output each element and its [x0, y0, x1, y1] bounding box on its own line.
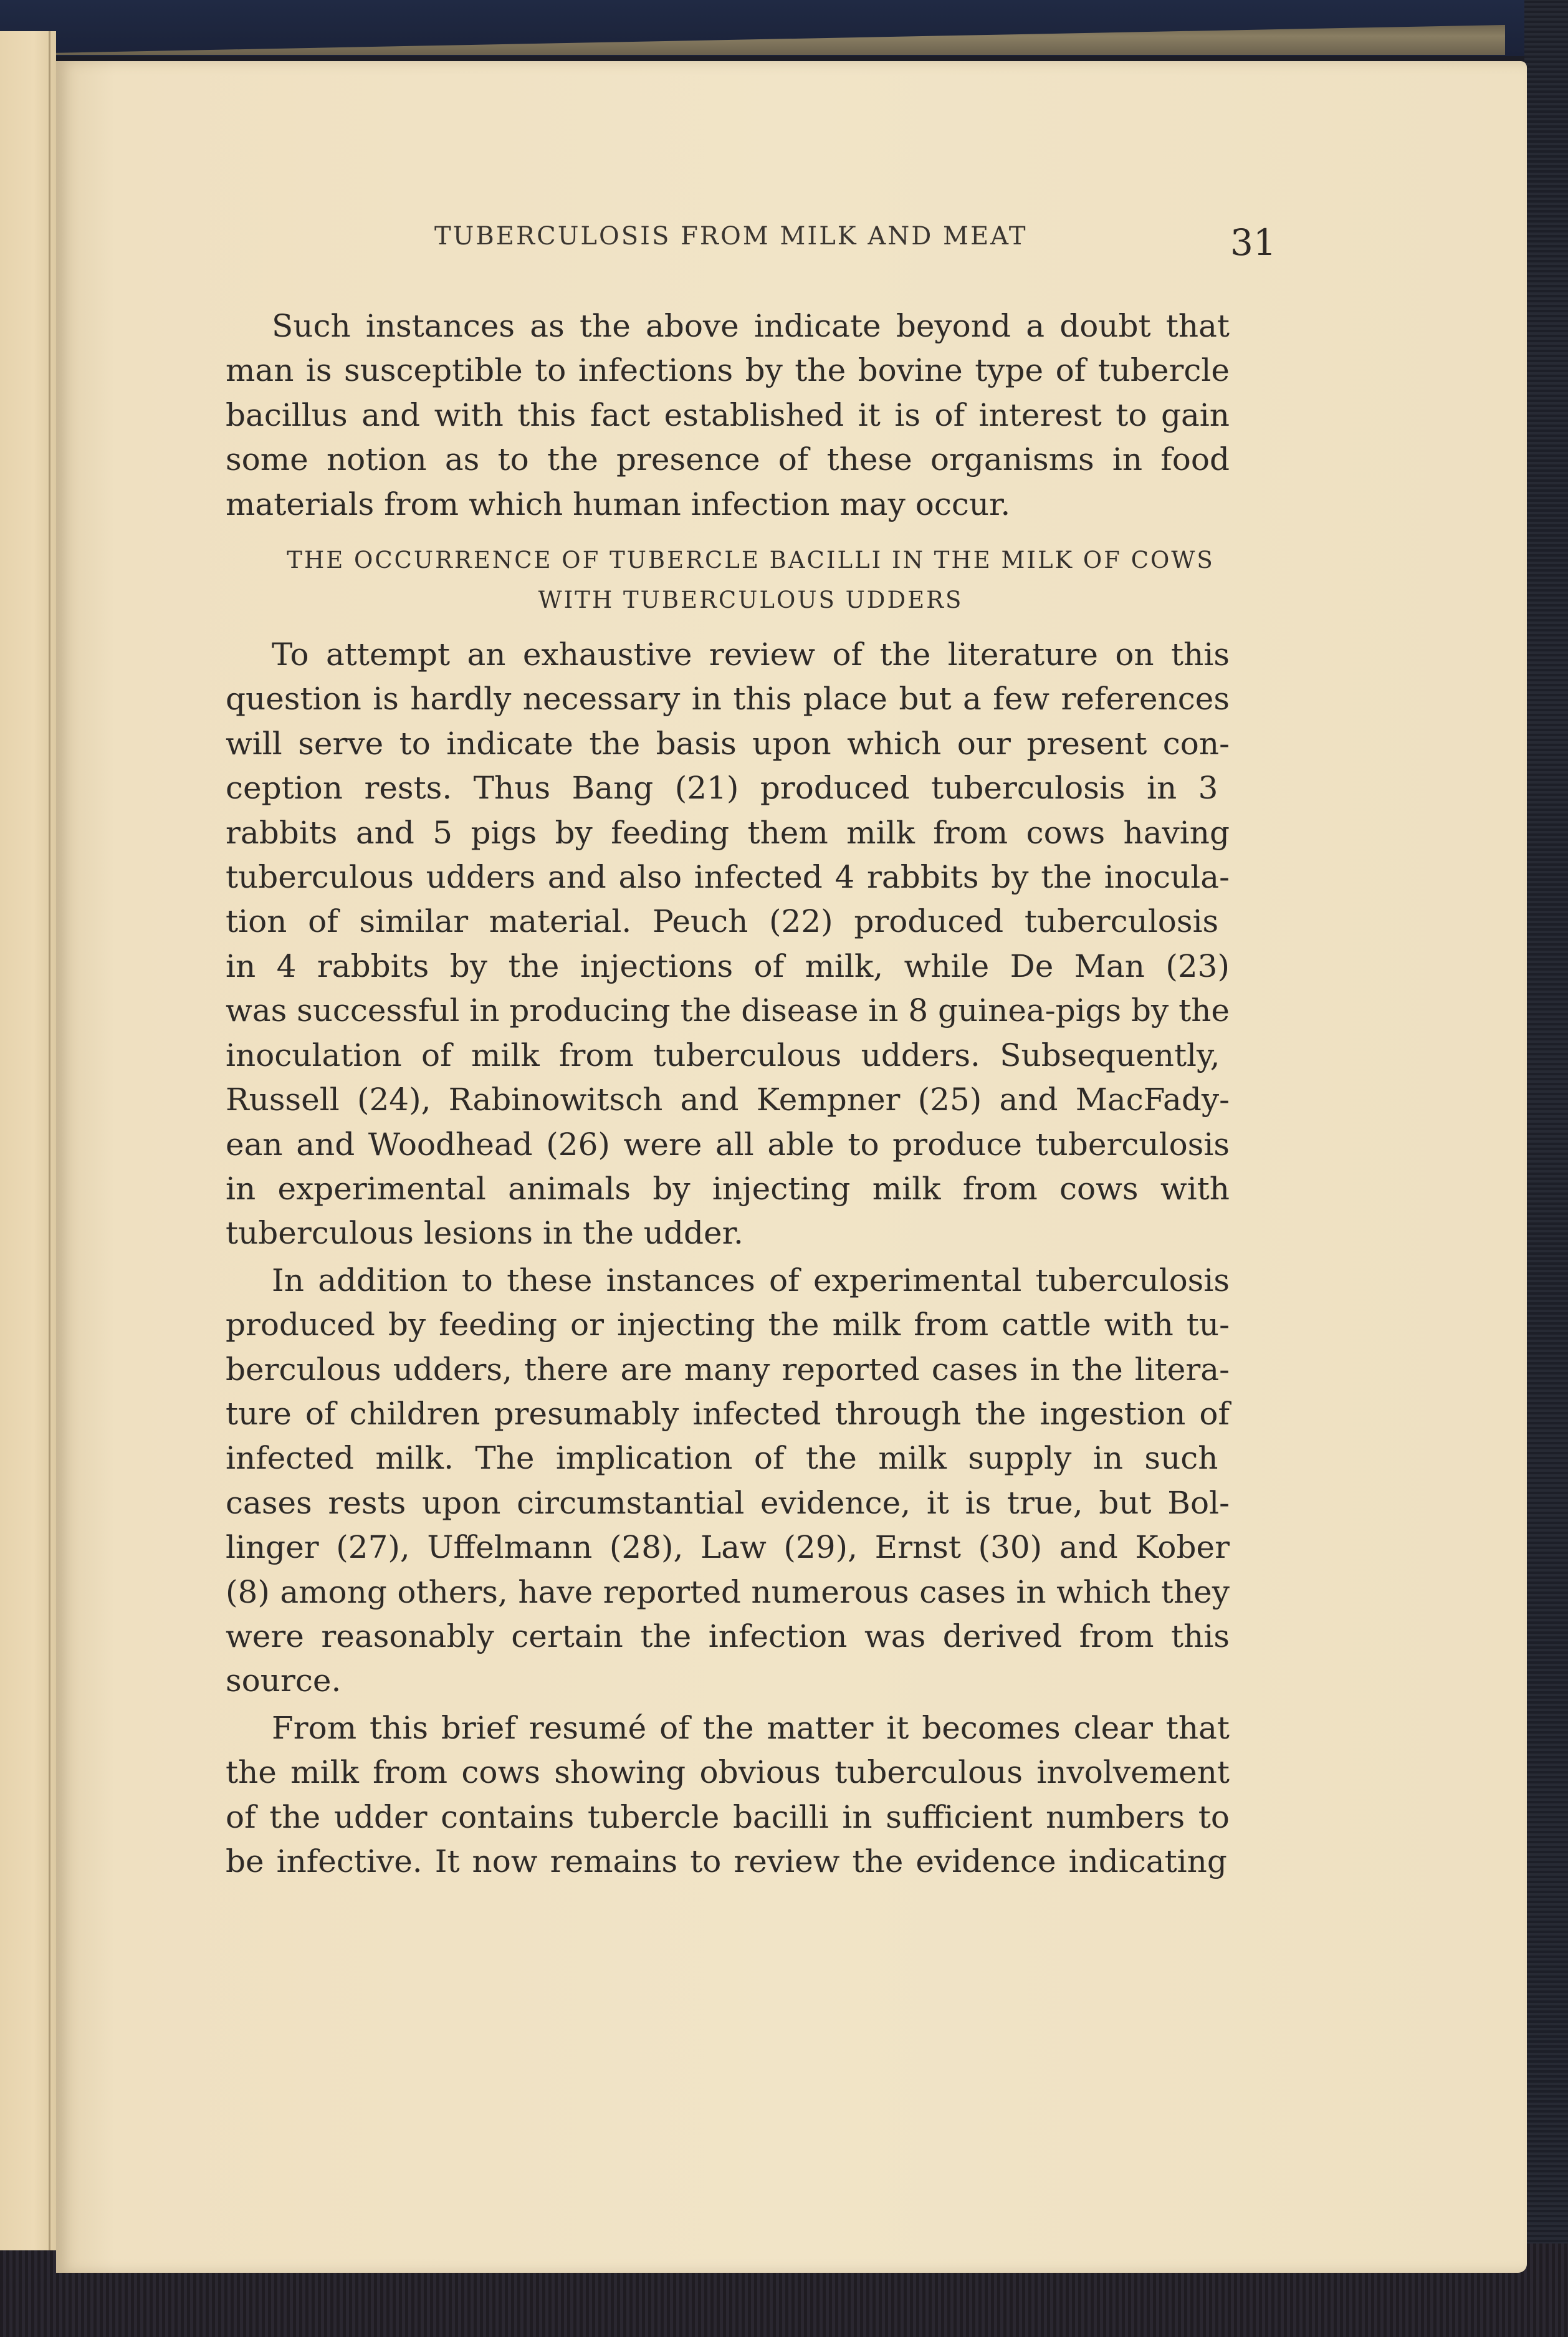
paragraph-3 — [226, 1259, 1276, 1704]
text-line: ture of children presumably infected through the ingestion of — [226, 1395, 1230, 1432]
text-line: the milk from cows showing obvious tuberculous involvement — [226, 1754, 1230, 1791]
text-line: were reasonably certain the infection was derived from this — [226, 1618, 1230, 1654]
text-line: cases rests upon circumstantial evidence, it is true, but Bol- — [226, 1484, 1230, 1521]
text-line: question is hardly necessary in this place but a few references — [226, 681, 1230, 717]
text-line: source. — [226, 1663, 342, 1699]
text-line: linger (27), Uffelmann (28), Law (29), Ernst (30) and Kober — [226, 1529, 1230, 1566]
text-line: bacillus and with this fact established it is of interest to gain — [226, 396, 1230, 433]
text-line: tion of similar material. Peuch (22) produced tuberculosis — [226, 903, 1219, 940]
text-line: in experimental animals by injecting milk from cows with — [226, 1170, 1230, 1207]
text-line: in 4 rabbits by the injections of milk, while De Man (23) — [226, 948, 1230, 984]
text-line: Russell (24), Rabinowitsch and Kempner (25) and MacFady- — [226, 1082, 1230, 1118]
text-line: some notion as to the presence of these organisms in food — [226, 441, 1230, 478]
book-cover-right — [1524, 0, 1568, 2337]
section-heading-line: THE OCCURRENCE OF TUBERCLE BACILLI IN THE MILK OF COWS — [287, 547, 1215, 574]
paragraph-4 — [226, 1706, 1276, 1884]
text-line: tuberculous udders and also infected 4 rabbits by the inocula- — [226, 859, 1230, 896]
text-line: inoculation of milk from tuberculous udders. Subsequently, — [226, 1037, 1220, 1073]
body-text — [226, 304, 1276, 1884]
text-line: (8) among others, have reported numerous cases in which they — [226, 1573, 1230, 1610]
text-line: ception rests. Thus Bang (21) produced tuberculosis in 3 — [226, 770, 1218, 807]
text-line: infected milk. The implication of the milk supply in such — [226, 1440, 1218, 1477]
text-line: rabbits and 5 pigs by feeding them milk from cows having — [226, 814, 1230, 851]
text-line: From this brief resumé of the matter it becomes clear that — [272, 1709, 1230, 1746]
text-line: Such instances as the above indicate beyond a doubt that — [272, 308, 1230, 344]
paragraph-2 — [226, 633, 1276, 1256]
text-line: of the udder contains tubercle bacilli in sufficient numbers to — [226, 1798, 1230, 1835]
text-line: be infective. It now remains to review the evidence indicating — [226, 1843, 1227, 1879]
section-heading — [226, 540, 1276, 620]
running-head: TUBERCULOSIS FROM MILK AND MEAT — [434, 222, 1028, 251]
text-line: ean and Woodhead (26) were all able to produce tuberculosis — [226, 1126, 1230, 1163]
text-line: In addition to these instances of experimental tuberculosis — [272, 1262, 1230, 1298]
text-line: produced by feeding or injecting the milk from cattle with tu- — [226, 1307, 1230, 1343]
text-line: will serve to indicate the basis upon which our present con- — [226, 725, 1230, 762]
text-line: was successful in producing the disease in 8 guinea-pigs by the — [226, 992, 1230, 1029]
text-line: tuberculous lesions in the udder. — [226, 1215, 743, 1252]
page-number: 31 — [1230, 221, 1276, 264]
text-line: berculous udders, there are many reported cases in the litera- — [226, 1351, 1230, 1388]
text-line: man is susceptible to infections by the bovine type of tubercle — [226, 352, 1230, 389]
text-line: To attempt an exhaustive review of the literature on this — [272, 636, 1230, 673]
paragraph-1 — [226, 304, 1276, 527]
section-heading-line: WITH TUBERCULOUS UDDERS — [538, 587, 963, 614]
text-line: materials from which human infection may occur. — [226, 486, 1011, 522]
previous-page-edge — [0, 31, 56, 2250]
